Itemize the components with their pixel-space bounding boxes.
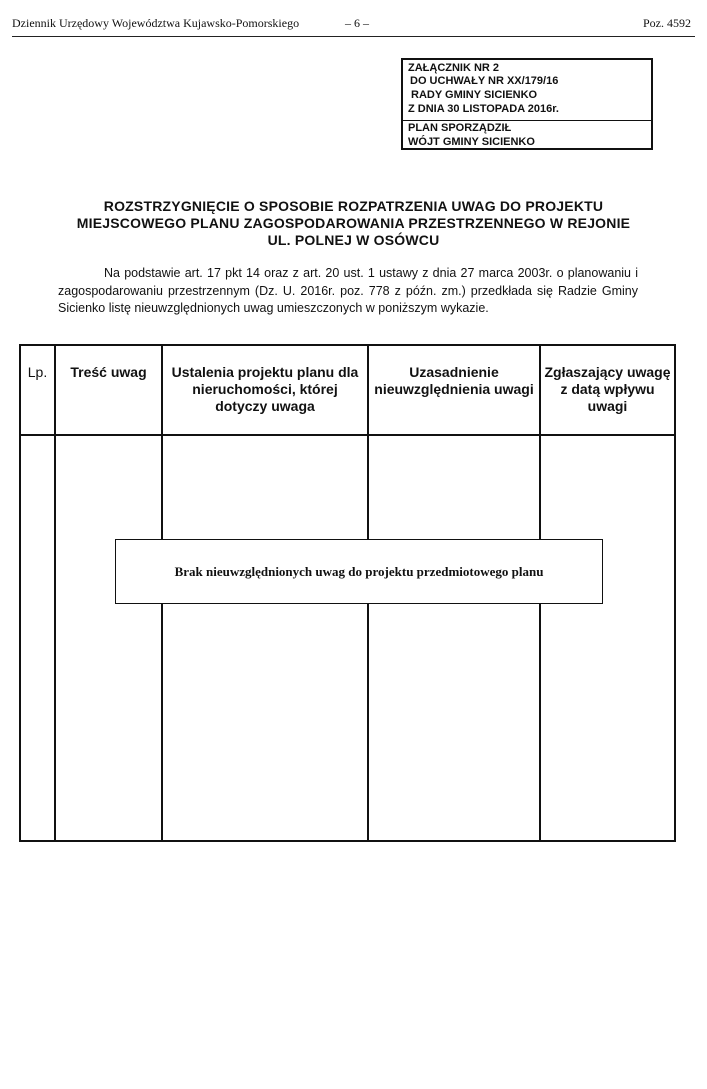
table-header-row (20, 345, 675, 435)
header-justification: Uzasadnienie nieuwzględnienia uwagi (368, 345, 540, 435)
annex-line: Z DNIA 30 LISTOPADA 2016r. (408, 103, 559, 115)
page-number: – 6 – (345, 16, 369, 30)
intro-paragraph: Na podstawie art. 17 pkt 14 oraz z art. 20 ust. 1 ustawy z dnia 27 marca 2003r. o planowaniu i zagospodarowaniu przestrzennym (Dz. U. 2016r. poz. 778 z późn. zm.) przedkłada się Radzie Gminy Sicienko listę nieuwzględnionych uwag umieszczonych w poniższym wykazie. (58, 266, 638, 315)
annex-box (401, 58, 653, 150)
no-comments-note (115, 539, 603, 604)
header-plan-provisions: Ustalenia projektu planu dla nieruchomości, której dotyczy uwaga (162, 345, 368, 435)
no-comments-text: Brak nieuwzględnionych uwag do projektu przedmiotowego planu (174, 563, 544, 579)
table-row (20, 435, 675, 841)
annex-prepared-line: PLAN SPORZĄDZIŁ (408, 122, 512, 134)
annex-prepared-line: WÓJT GMINY SICIENKO (408, 136, 535, 148)
header-comment-content: Treść uwag (55, 345, 162, 435)
title-line: ROZSTRZYGNIĘCIE O SPOSOBIE ROZPATRZENIA UWAG DO PROJEKTU (103, 198, 604, 214)
table-cell (540, 435, 675, 841)
journal-title: Dziennik Urzędowy Województwa Kujawsko-Pomorskiego (12, 16, 300, 30)
table-cell (20, 435, 55, 841)
annex-line: ZAŁĄCZNIK NR 2 (408, 62, 500, 74)
title-line: UL. POLNEJ W OSÓWCU (267, 232, 440, 248)
header-lp: Lp. (20, 345, 55, 435)
annex-line: RADY GMINY SICIENKO (411, 89, 538, 101)
table-cell (55, 435, 162, 841)
table-cell (162, 435, 368, 841)
page-header (12, 14, 695, 37)
position-number: Poz. 4592 (643, 16, 691, 30)
document-title (40, 198, 667, 249)
table-cell (368, 435, 540, 841)
annex-resolution-section (403, 60, 651, 121)
header-submitter: Zgłaszający uwagę z datą wpływu uwagi (540, 345, 675, 435)
annex-line: DO UCHWAŁY NR XX/179/16 (410, 75, 559, 87)
title-line: MIEJSCOWEGO PLANU ZAGOSPODAROWANIA PRZESTRZENNEGO W REJONIE (76, 215, 631, 231)
